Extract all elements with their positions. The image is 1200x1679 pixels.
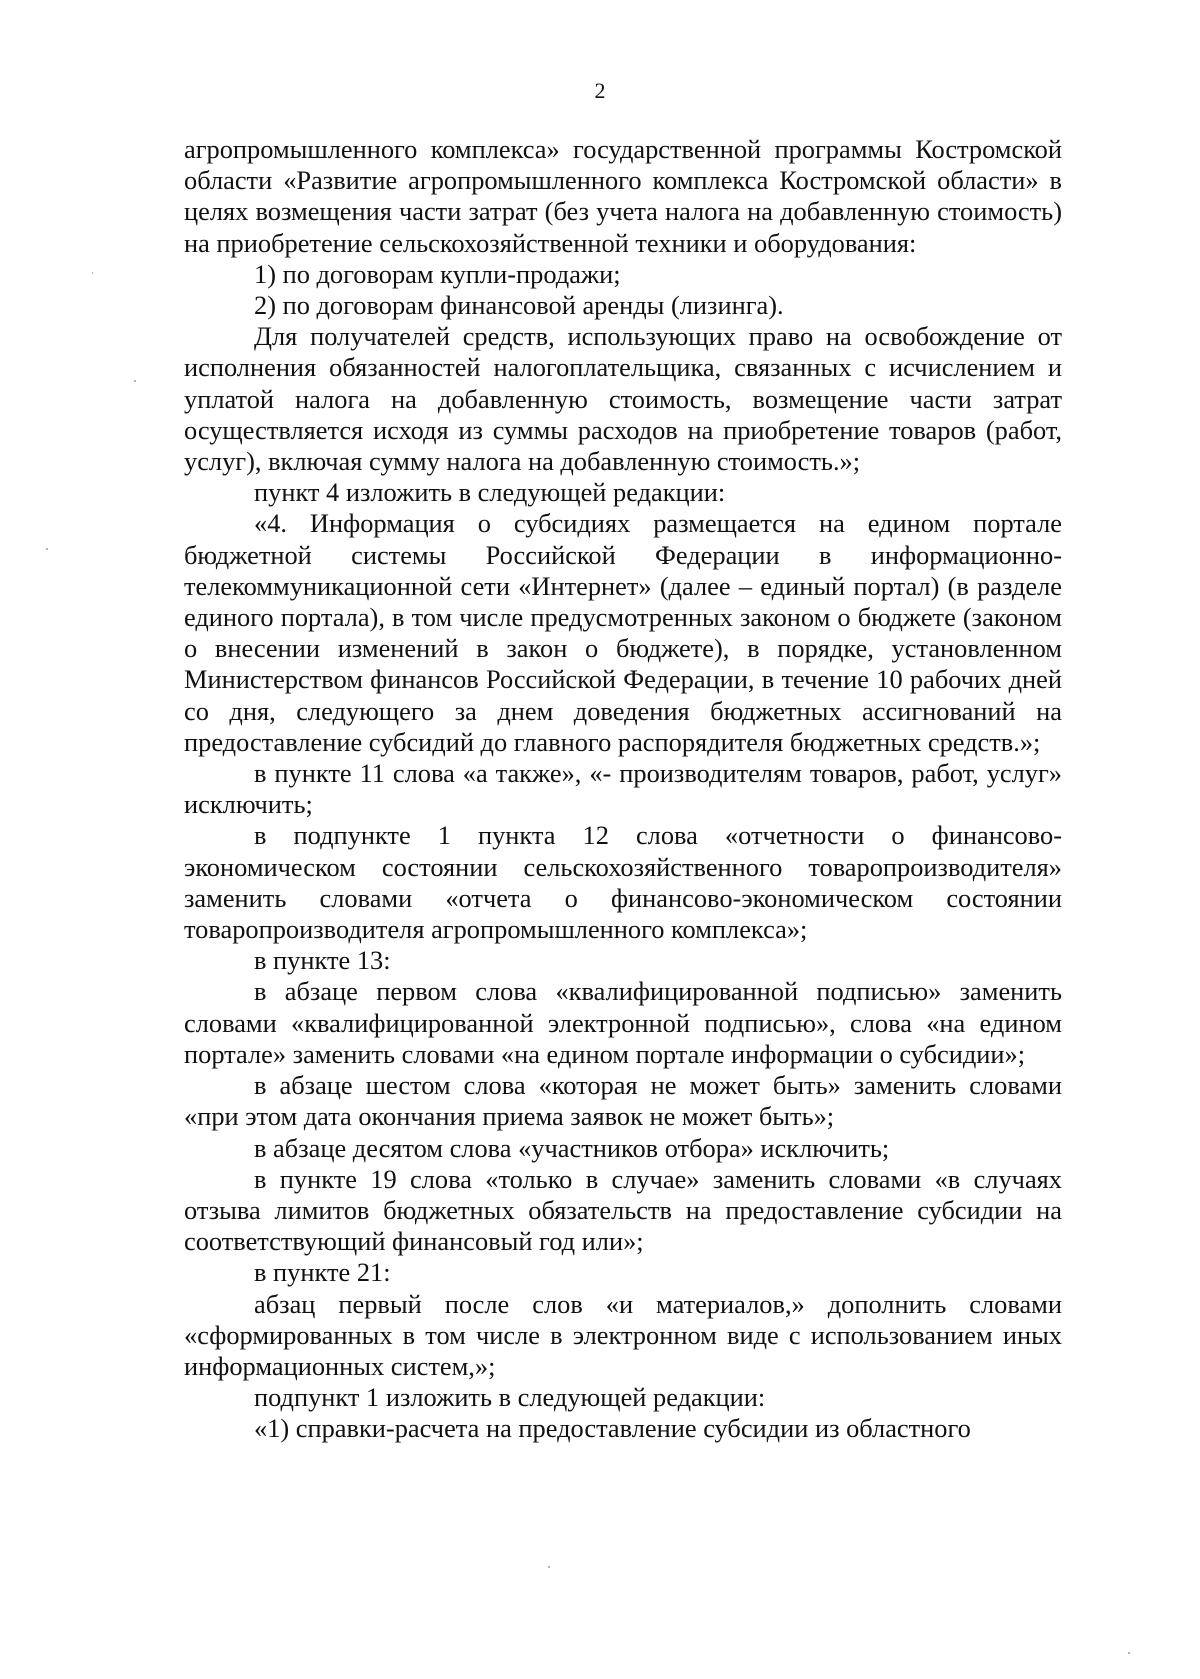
paragraph-3: 2) по договорам финансовой аренды (лизинга).: [254, 290, 784, 321]
paragraph-6: «4. Информация о субсидиях размещается на едином портале бюджетной системы Российской Федерации в информационно-телекоммуникационной сети «Интернет» (далее – единый портал) (в разделе единого портала), в том числе предусмотренных законом о бюджете (законом о внесении изменений в закон о бюджете), в порядке, установленном Министерством финансов Российской Федерации, в течение 10 рабочих дней со дня, следующего за днем доведения бюджетных ассигнований на предоставление субсидий до главного распорядителя бюджетных средств.»;: [184, 508, 1062, 757]
paragraph-15: абзац первый после слов «и материалов,» дополнить словами «сформированных в том числе в электронном виде с использованием иных информационных систем,»;: [184, 1288, 1062, 1381]
paragraph-7: в пункте 11 слова «а также», «- производителям товаров, работ, услуг» исключить;: [184, 758, 1062, 820]
page-number: 2: [594, 78, 606, 103]
scan-speck: [46, 548, 48, 550]
paragraph-1: агропромышленного комплекса» государственной программы Костромской области «Развитие агропромышленного комплекса Костромской области» в целях возмещения части затрат (без учета налога на добавленную стоимость) на приобретение сельскохозяйственной техники и оборудования:: [184, 134, 1062, 258]
paragraph-9: в пункте 13:: [254, 945, 391, 976]
paragraph-17: «1) справки-расчета на предоставление субсидии из областного: [254, 1413, 971, 1444]
scan-speck: [134, 380, 136, 382]
document-body: [184, 134, 1062, 1445]
paragraph-5: пункт 4 изложить в следующей редакции:: [254, 477, 726, 508]
paragraph-13: в пункте 19 слова «только в случае» заменить словами «в случаях отзыва лимитов бюджетных обязательств на предоставление субсидии на соответствующий финансовый год или»;: [184, 1163, 1062, 1257]
paragraph-12: в абзаце десятом слова «участников отбора» исключить;: [254, 1132, 890, 1163]
scan-speck: [92, 272, 93, 274]
paragraph-10: в абзаце первом слова «квалифицированной подписью» заменить словами «квалифицированной электронной подписью», слова «на едином портале» заменить словами «на едином портале информации о субсидии»;: [184, 976, 1062, 1069]
scan-speck: [1128, 1652, 1130, 1654]
paragraph-14: в пункте 21:: [254, 1257, 391, 1288]
paragraph-4: Для получателей средств, использующих право на освобождение от исполнения обязанностей налогоплательщика, связанных с исчислением и уплатой налога на добавленную стоимость, возмещение части затрат осуществляется исходя из суммы расходов на приобретение товаров (работ, услуг), включая сумму налога на добавленную стоимость.»;: [184, 321, 1062, 477]
paragraph-16: подпункт 1 изложить в следующей редакции:: [254, 1382, 766, 1413]
scan-speck: [548, 1566, 550, 1568]
paragraph-2: 1) по договорам купли-продажи;: [254, 258, 621, 289]
paragraph-11: в абзаце шестом слова «которая не может быть» заменить словами «при этом дата окончания приема заявок не может быть»;: [184, 1070, 1062, 1132]
paragraph-8: в подпункте 1 пункта 12 слова «отчетности о финансово-экономическом состоянии сельскохозяйственного товаропроизводителя» заменить словами «отчета о финансово-экономическом состоянии товаропроизводителя агропромышленного комплекса»;: [184, 820, 1062, 945]
